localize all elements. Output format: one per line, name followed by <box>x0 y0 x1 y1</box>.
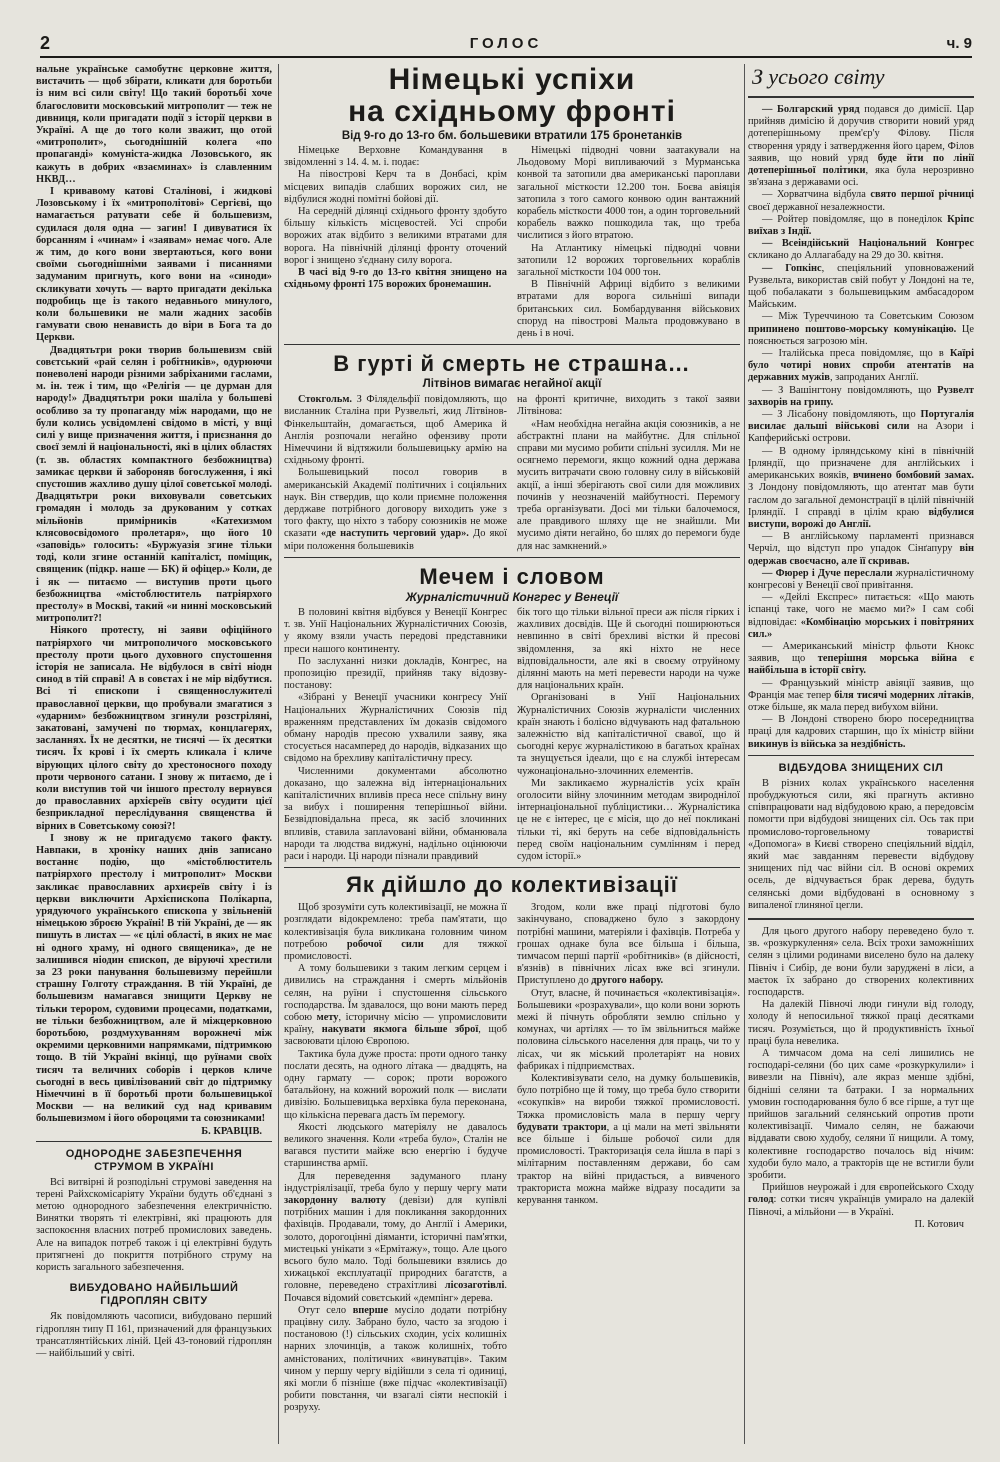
divider <box>748 755 974 756</box>
paragraph-text: Прийшов неурожай і для європейського Сходу <box>762 1182 974 1194</box>
article-body <box>284 145 740 340</box>
news-text: — Між Туреччиною та Советським Союзом <box>762 311 974 323</box>
paragraph: «Зібрані у Венеції учасники конгресу Унії Національних Журналістичних Союзів під враженням представлених їм доказів свідомого обману народів пресою ухвалили заяву, яка стосується насамперед до народів, відказаних що свідомо на брехливу капіталістичну пресу. <box>284 692 507 765</box>
subheadline: Літвінов вимагає негайної акції <box>422 378 602 391</box>
emphasis: Кріпс виїхав з Індії. <box>748 213 974 238</box>
paragraph-text: Большевицький посол говорив в американській Академії політичних і соціяльних наук. Він ствердив, що коли приємне положення дерджаве потрібного договору виходить уже з того факту, що ніхто з табору союзників не може сказати <box>284 467 507 540</box>
paragraph-text: Отут село <box>298 1304 347 1316</box>
paragraph: І знову ж не пригадуємо такого факту. Навпаки, в хроніку наших днів записано востаннє подію, що «містоблюститель патріярхого престолу і митрополит» Москви закликає православних архиєреїв світу і із церкви виключити Архієпископа Полікарпа, урядуючого українського єпископа у звільненій німецькою зброєю Україні! В тій Україні, де — як пишуть в листах — «є цілі області, в яких не має ні одного храму, ні одного священика», де не залишився ніодин єпископ, де віруючі хрестили за 23 роки панування большевизму перейшли страшну Голготу страждання. В тій Україні, де большевизм намагався знищити Церкву не тільки терором, судовими процесами, податками, не тільки безбожництвом, але й міжцерковною боротьбою, роздмухуванням ворожнечі між окремими церковними напрямками, підтримкою тощо. В тій Україні вкінці, що руїнами своїх тисяч та величних соборів і церков кличе сьогодні в весь цивілізований світ до підтримку Німеччині в її боротьбі проти большевицької Москви — на великий суд над кривавим большевизмом і його обороцями та союзниками! <box>36 832 272 1125</box>
news-lead: — Всеіндійський Національний Конгрес <box>762 238 974 250</box>
news-text: — В англійському парламенті признався Черчіл, що відступ про упадок Сінґапуру <box>748 531 974 555</box>
news-text: З Лондону повідомляють, що атентат мав бути гаслом до загальної демонстрації в цілій північній Ірляндії. І справді в цілім краю <box>748 482 974 518</box>
subheadline: Журналістичний Конгрес у Венеції <box>405 589 619 604</box>
author-signature: П. Котович <box>914 1218 964 1230</box>
paragraph-text: А тому большевики з таким легким серцем і дивились на страждання і смерть мільйонів селян, на руїни і спустошення сільського господарства. Їм здавалося, що вони мають перед собою <box>284 963 507 1023</box>
news-text: , яка була нерозривно зв'язана з державами осі. <box>748 165 974 189</box>
header-rule <box>40 56 972 58</box>
divider <box>284 344 740 345</box>
divider <box>748 918 974 920</box>
paragraph: По заслуханні низки докладів, Конгрес, на пропозицію президії, прийняв таку відозву-постанову: <box>284 655 507 692</box>
emphasis: викинув із війська за нездібність. <box>748 738 906 750</box>
emphasis: він одержав своєчасно, але її скривав. <box>748 543 974 567</box>
news-text: — Американський міністр фльоти Кнокс заявив, що <box>748 640 974 665</box>
paragraph: Якості людського матеріялу не давалось великого значення. Коли «треба було», Сталін не вагався пустити майже всю енергію і будуче старшинства армії. <box>284 1121 507 1170</box>
dateline: Стокгольм. <box>298 394 353 406</box>
news-headline: ВИБУДОВАНО НАЙБІЛЬШИЙ ГІДРОПЛЯН СВІТУ <box>69 1282 239 1308</box>
emphasis: лісозаготівлі <box>444 1280 505 1292</box>
news-text: скликано до Аллагабаду на 29 до 30. квітня. <box>748 250 944 262</box>
news-text: журналістичному конгресові у Венеції свої привітання. <box>748 567 974 591</box>
news-text: своєї державної незалежности. <box>748 201 886 213</box>
paragraph: Двадцятьтри роки творив большевизм свій совєтський «рай селян і робітників», одурюючи поневолені народи різними забріханими гаслами, м. ін. теж і тим, що «Релігія — це дурман для народу!» Двадцятьтри роки шаліла у большеві особливо за ту пропаганду між народами, що не були колись усвідомлені свідомо в місті, у вщі силі у вище призначення життя, і приєзнання до своєї землі й національності, які в цілих областях (т. зв. областях компактного безбожництва) замикає церкви й забороняв богослуження, і які спустошив жахливо душу цілої советської молоді. Двадцятьтри роки виховували советських громадян і молодь за друкованим у сотках мільйонів примірників «Катехизмом клясовосвідомого пролетаря», що його 10 «заповідь» голосить: «Буржуазія згине тільки тоді, коли згине останній капіталіст, поміщик, священик (підкр. наше — БК) й офіцер.» Коли, де і як — питаємо — виступив проти цього безбожництва «містоблюститель патріярхого престолу» в Москві, такий «и нинні московський митрополит?! <box>36 344 272 625</box>
paragraph: На середній ділянці східнього фронту здобуто більшу кількість місцевостей. Усі спроби ворожих атак відбито з великими втратами для ворога. На північній ділянці фронту оточений ворог і знищено з'єднану силу ворога. <box>284 206 507 266</box>
emphasis: відбулися виступи, ворожі до Англії. <box>748 506 974 530</box>
article-body <box>284 902 740 1415</box>
paragraph: Ніякого протесту, ні заяви офіційного патріярхого чи митрополичого московського престолу проти цього духовного спустошення історія не записала. Не відбулося в світі ніодн синод в тій справі! А в совєтах і не мір відбутися. Всі ті єпископи і священнослужителі православної церкви, що пробували змагатися з «ударним» безбожництвом згинули розстріляні, закатовані, замучені по тюрмах, концлагерях, засланнях. Їх не десятки, не тисячі — їх десятки тисяч. Їх крові і їх смерть кликала і кличе вірующих цілого світу до хрестоносного походу проти червоного сатани. І знову ж питаємо, де і коли виступив той чи іншого престолу вернувся до православних архієреїв світу осудити цієї безприкладної переслідування священства й вірних в Советському союзі?! <box>36 625 272 832</box>
paragraph-text: , історичну місію — упромисловити країну, <box>284 1011 507 1036</box>
news-text: — Ройтер повідомляє, що в понеділок <box>762 213 943 225</box>
article-continuation: нальне українське самобутнє церковне життя, вистачить — щоб збірати, кликати для боротьби із ним всі сили світу! Що такий боротьбі хоче благословити московський митрополит — теж не дивниця, коли пригадати події з історії церкви в Україні. А ще до того коли звaжит, що отой «митрополит», сьогоднішній колега «по пропаганді» комуніста-жидка Лозовського, як кажуть в добрих «взаєминах» із славленним НКВД… <box>36 64 272 185</box>
emphasis: біля тисячі модерних літаків <box>834 689 972 701</box>
news-lead: — Фюрер і Дуче переслали <box>762 567 893 579</box>
emphasis: будувати трактори <box>517 1121 607 1133</box>
paragraph: А тимчасом дома на селі лишились не господарі-селяни (бо цих саме «розкуркулили» і вивезли на Північ), але якраз менше здібні, бідніші селяни та батраки. І за нормальних умовин господарювання було б все гірше, а тут ще прийшов загальний селянський опротив проти колективізації. Чимало селян, не бажаючи віддавати свою худобу, селяни її нищили. А тому, колективне господарство почалось від нічим: худоби було мало, а тракторів ще не встигли були зробити. <box>748 1048 974 1182</box>
emphasis: закордонну валюту <box>284 1195 386 1207</box>
news-lead: — Гопкінс <box>762 262 822 274</box>
news-text: — В одному ірляндському кіні в північній Ірляндії, що призначене для англійських і американських вояків, <box>748 445 974 482</box>
paragraph: Німецькі підводні човни заатакували на Льодовому Морі випливаючий з Мурманська конвой та затопили два американські пароплави загальної місткости 12.200 тон. Боєва авіяція затопила з того самого конвою один вантажний корабель місткости 4000 тон, а один торговельний корабель важко пошкодила так, що треба числитися з його втратою. <box>517 145 740 242</box>
page-number: 2 <box>40 33 51 53</box>
paragraph: На Атлантику німецькі підводні човни затопили 12 ворожих торговельних кораблів загальної місткости 104 000 тон. <box>517 242 740 279</box>
center-column <box>284 64 740 1415</box>
headline: В гурті й смерть не страшна… <box>333 351 691 377</box>
paragraph-text: Згодом, коли вже праці підготові було закінчувано, споваджено було з закордону потрібні машини, матеріяли і фахівців. Потреба у грошах однаке була все більша і більша, тимчасом перші партії «робітників» (в дійсності, в'язнів) в північних лісах вже всі згинули. Приступлено до <box>517 902 740 987</box>
news-text: , отже більше, як мала перед вибухом війни. <box>748 689 974 713</box>
news-text: — Французький міністр авіяції заявив, що Франція має тепер <box>748 677 974 701</box>
emphasis: буде йти по лінії дотеперішньої політики <box>748 152 974 177</box>
section-title: З усього світу <box>752 64 885 89</box>
paragraph: Ми закликаємо журналістів усіх країн оголосити війну злочинним методам звироднілої інтернаціональної публіцистики… Журналістика це не є інтерес, це є місія, що до неї покликані тільки ті, які беруть на себе відповідальність перед своїм національним сумлінням і перед судом історії.» <box>517 777 740 862</box>
emphasis: «де наступить черговий удар». <box>320 528 469 540</box>
divider <box>36 1141 272 1142</box>
news-text: подався до димісії. Цар прийняв димісію й доручив створити новий уряд дотеперішньому прем'єр'у Філову. Після створення уряду і затвердження його царем, Філов заявив, що новий уряд <box>748 104 974 164</box>
emphasis: «Комбінацію морських і повітряних сил.» <box>748 616 974 640</box>
article-body <box>284 394 740 553</box>
column-divider <box>744 64 745 1444</box>
paragraph-text: До якої міри положення большевиків <box>284 528 507 552</box>
paragraph: Німецьке Верховне Командування в звідомленні з 14. 4. м. і. подає: <box>284 145 507 169</box>
divider <box>284 557 740 558</box>
paragraph-text: Колективізувати село, на думку большевиків, було потрібно ще й тому, що треба було створити «сокупків» на вироби тяжкої промисловості. Тяжка промисловість мала в першу чергу <box>517 1073 740 1121</box>
news-text: , спеціяльний уповноважений Рузвельта, використав свій побут у Лондоні на те, щоб побалакати з большевицьким амбасадором Майським. <box>748 262 974 311</box>
paragraph-text: Для переведення задуманого плану індустріялізації, треба було у першу чергу мати <box>284 1170 507 1194</box>
emphasis: мету <box>316 1011 339 1023</box>
paragraph: В Північній Африці відбито з великими втратами для ворога сильніші випади британських сил. Бомбардування військових споруд на півострові Мальта продовжувано в день і в ночі. <box>517 279 740 340</box>
paragraph: на фронті критичне, виходить з такої заяви Літвінова: <box>517 394 740 418</box>
quote: «Нам необхідна негайна акція союзників, а не абстрактні плани на майбутнє. Для спільної справи ми мусимо робити спільні зусилля. Ми не осягнемо перемоги, якщо кожний одна держава мусить витрачати свою головну силу в військовій акції, а інші зберігають свої сили для можливих починів у неозначеній майбутності. Перемогу треба організувати. Досі ми тільки балочемося, але правдивого шляху ще не знайшли. Ми мусимо діяти негайно, бо шлях до перемоги буде для нас замкнений.» <box>517 418 740 552</box>
headline-line: Німецькі успіхи <box>388 63 636 96</box>
news-text: — З Вашінгтону повідомляють, що <box>762 384 932 396</box>
paragraph: Для цього другого набору переведено було т. зв. «розкуркулення» села. Всіх трохи заможніших селян з цілими родинами виселено було на далеку Північ і Сибір, де вони були заруджені в ліси, а маєток їх забрано до створених колективних господарств. <box>748 926 974 999</box>
news-text: В різних колах українського населення пробуджуються сили, які прагнуть активно співпрацювати над відбудовою краю, а передовсім помогти при відбудові знищених сіл. Ось так при промислово-торговельному товаристві «Допомога» в Києві створено спеціяльний відділ, який має завданням перевести відбудову знищених під час війни сіл. В основі окремих осель, де відчувається брак дерева, будуть селянські доми відбудовані в основному з випаленої глиняної цегли. <box>748 777 974 911</box>
emphasis: другого набору. <box>591 975 664 987</box>
emphasis: свято першої річниці <box>870 189 974 201</box>
paragraph: Організовані в Унії Національних Журналістичних Союзів журналісти численних країн знають і болісно відчувають над фатальною залежністю від капіталістичної свавої, що й сьогодні керує журналістикою в багатьох країнах та знущується ідеали, що є на службі інтересам чужонаціонально-злочинних елементів. <box>517 692 740 777</box>
headline-line: на східньому фронті <box>348 95 676 128</box>
emphasis: вперше <box>352 1304 389 1316</box>
paragraph: В часі від 9-го до 13-го квітня знищено на східньому фронті 175 ворожих бронемашин. <box>284 267 507 291</box>
headline <box>284 64 740 128</box>
article-body <box>284 607 740 863</box>
paragraph: На далекій Півночі люди гинули від голоду, холоду й непосильної тяжкої праці десятками тисяч. Розуміється, що й продуктивність їхньої праці була невелика. <box>748 999 974 1047</box>
divider <box>748 96 974 98</box>
paragraph: Тактика була дуже проста: проти одного танку послати десять, на одного літака — двадцять, на одну гармату — сорок; проти ворожого батальйону, на кожний ворожий полк — вислати дивізію. Большевицька верхівка була переконана, що кількісна перевага дасть їм перемогу. <box>284 1048 507 1121</box>
page-header <box>40 33 972 53</box>
left-column <box>36 64 272 1360</box>
emphasis: накувати якмога більше зброї <box>321 1024 479 1036</box>
paragraph: В половині квітня відбувся у Венеції Конгрес т. зв. Унії Національних Журналістичних Союзів, у якому взяли участь передові представники преси нашого континенту. <box>284 606 507 655</box>
emphasis: вчинено бомбовий замах. <box>852 470 974 482</box>
news-text: Як повідомляють часописи, вибудовано перший гідроплян типу П 161, призначений для французьких трансатлянтійських ліній. Цей 43-тоновий гідроплян — найбільший у світі. <box>36 1311 272 1359</box>
news-text: — В Лондоні створено бюро посередництва праці для кадрових старшин, що їх міністр війни <box>748 714 974 738</box>
news-lead: — Болгарский уряд <box>762 104 860 115</box>
paragraph: І кривавому катові Сталінові, і жидкові Лозовському і їх «митрополітові» Сергієві, що намагається ратувати себе й большевизм, судилася доля одна — загин! І дивуватися їх борсанням і «чинам» і «заявам» немає чого. Але ж тим, до кого вони звертаються, кого вони своїми сьогоднішніми заявами і писаннями задуманим пригнуть, кого вони на «синоди» скликувати хочуть — варто пригадати декілька подробиць ще із такого недавнього минулого, коли большевики не мали жадних засобів гамувати свою ненависть до віри в Бога та до Церкви. <box>36 186 272 344</box>
divider <box>284 867 740 868</box>
right-column <box>748 64 974 1230</box>
news-text: Всі витвірні й розподільні струмові заведення на терені Райхскомісаріяту України будуть об'єднані з метою однородного забезпечення електричністю. Винятки творять ті електрівні, які працюють для заспокоєння власних потреб промислових заведень. Але на випадок потреб також і ці електрівні будуть притягнені до покриття потрібного струму на користь загального забезпечення. <box>36 1176 272 1274</box>
news-text: , запроданих Англії. <box>829 372 919 384</box>
news-text: — З Лісабону повідомляють, що <box>762 409 916 421</box>
emphasis: припинено поштово-морську комунікацію. <box>748 323 957 335</box>
news-text: Це пояснюється загрозою мін. <box>748 323 974 347</box>
emphasis: Каїрі було чотирі нових спроби атентатів на державних мужів <box>748 348 974 384</box>
paragraph-text: , щоб засвоювати цілою Європою. <box>284 1024 507 1048</box>
paragraph-text: : сотки тисяч українців умирало на далекій Півночі, а мільйони — в Україні. <box>748 1194 974 1218</box>
issue-number: ч. 9 <box>946 35 972 52</box>
paragraph-text: Щоб зрозуміти суть колективізації, не можна її розглядати відокремлено: треба пам'ятати, що колективізація була викликана головним чином потребою <box>284 902 507 950</box>
news-text: — Хорватчина відбула <box>762 189 866 201</box>
news-headline: ВІДБУДОВА ЗНИЩЕНИХ СІЛ <box>778 761 944 774</box>
emphasis: робочої сили <box>346 938 424 950</box>
paragraph-text: . Почався відомий совєтський «демпінг» дерева. <box>284 1280 507 1304</box>
emphasis: теперішня морська війна є найбільша в історії світу. <box>748 653 974 677</box>
paragraph: На півострові Керч та в Донбасі, крім місцевих випадів слабших ворожих сил, не відбулися жодні помітні бойові дії. <box>284 169 507 205</box>
subheadline: Від 9-го до 13-го бм. большевики втратили 175 бронетанків <box>341 130 683 142</box>
paragraph: бік того що тільки вільної преси аж після гірких і жахливих досвідів. Ще й сьогодні поширюються невпинно в світі брехливі вістки й пресові звідомлення, за які ніхто не несе відповідальности, але які в своєму отруйному ділянні мають на меті перевести народи на чуже для національних країн. <box>517 606 740 692</box>
headline: Як дійшло до колективізації <box>346 872 678 898</box>
column-divider <box>278 64 279 1444</box>
author-signature: Б. КРАВЦІВ. <box>201 1125 262 1137</box>
paragraph-text: для тяжкої промисловості. <box>284 938 507 962</box>
news-text: на Азори і Капферийські острови. <box>748 421 974 445</box>
news-text: — «Дейлі Експрес» питається: «Що мають іспанці таке, чого не маємо ми?» І сам собі відповідає: <box>748 592 974 628</box>
paragraph-text: (девізи) для купівлі потрібних машин і для покликання закордонних фахівців. Продавали, тому, до Англії і Америки, золото, дорогоцінні діяманти, історичні пам'ятки, мистецькі унікати з «Ермітажу», тощо. Але цього всього було мало. Тоді большевики взялись до хижацької експлуатації природних багатств, а головне, переведено страхітливі <box>284 1195 507 1292</box>
emphasis: голод <box>748 1194 774 1206</box>
news-text: — Італійська преса повідомляє, що в <box>762 348 944 360</box>
emphasis: Португалія висилає дальші військові сили <box>748 409 974 433</box>
headline: Мечем і словом <box>419 563 605 589</box>
newspaper-name: ГОЛОС <box>469 35 543 52</box>
paragraph-text: мусіло додати потрібну працівну силу. Забрано було, часто за згодою і постановою (!) сільських сходин, усіх колишніх нарних злочинців, а також колишніх, тобто амністованих, політичних «винуватців». Таким чином у першу чергу відійшли з села ті одиниці, які могли б пізніше (вже підчас «колективізації) робити повстання, чи взагалі сіяти неспокій і розруху. <box>284 1304 507 1414</box>
paragraph: Отут, власне, й починається «колективізація». Большевики «розрахували», що коли вони зорють межі й пічнуть обробляти землю спільно у комунах, чи артілях — то їм звільниться майже половина сільського населення для праць, чи то у лісах, чи як міський пролетаріят на нових фабриках і підприємствах. <box>517 987 740 1072</box>
news-headline: ОДНОРОДНЕ ЗАБЕЗПЕЧЕННЯ СТРУМОМ В УКРАЇНІ <box>65 1147 243 1173</box>
paragraph-text: З Філядельфії повідомляють, що висланник Сталіна при Рузвельті, жид Літвінов-Фінкельштайн, домагається, щоб Америка й Англія розпочали негайно офензиву проти Німеччини й відтяжили большевицьку армію на східньому фронті. <box>284 394 507 467</box>
paragraph-text: , а ці мали на меті звільняти все більше і більше робочої сили для промисловості. Тракторизація села йшла в парі з мілітарним поставленням держави, бо сам трактор на війні придасться, а вивченого тракториста можна майже відразу посадити за керування танком. <box>517 1121 740 1207</box>
emphasis: Рузвелт захворів на грипу. <box>748 384 974 408</box>
paragraph: Численними документами абсолютно доказано, що залежна від інтернаціональних капіталістичних впливів преса несе спільну вину за вибух і поширення теперішньої війни. Безвідповідальна преса, як засіб злочинних впливів, ставила заплаvованi війни, обманювала народи та людства виджуні, надільно оцінюючи раси і народи. Ці народи пізнали правдивий <box>284 765 507 862</box>
